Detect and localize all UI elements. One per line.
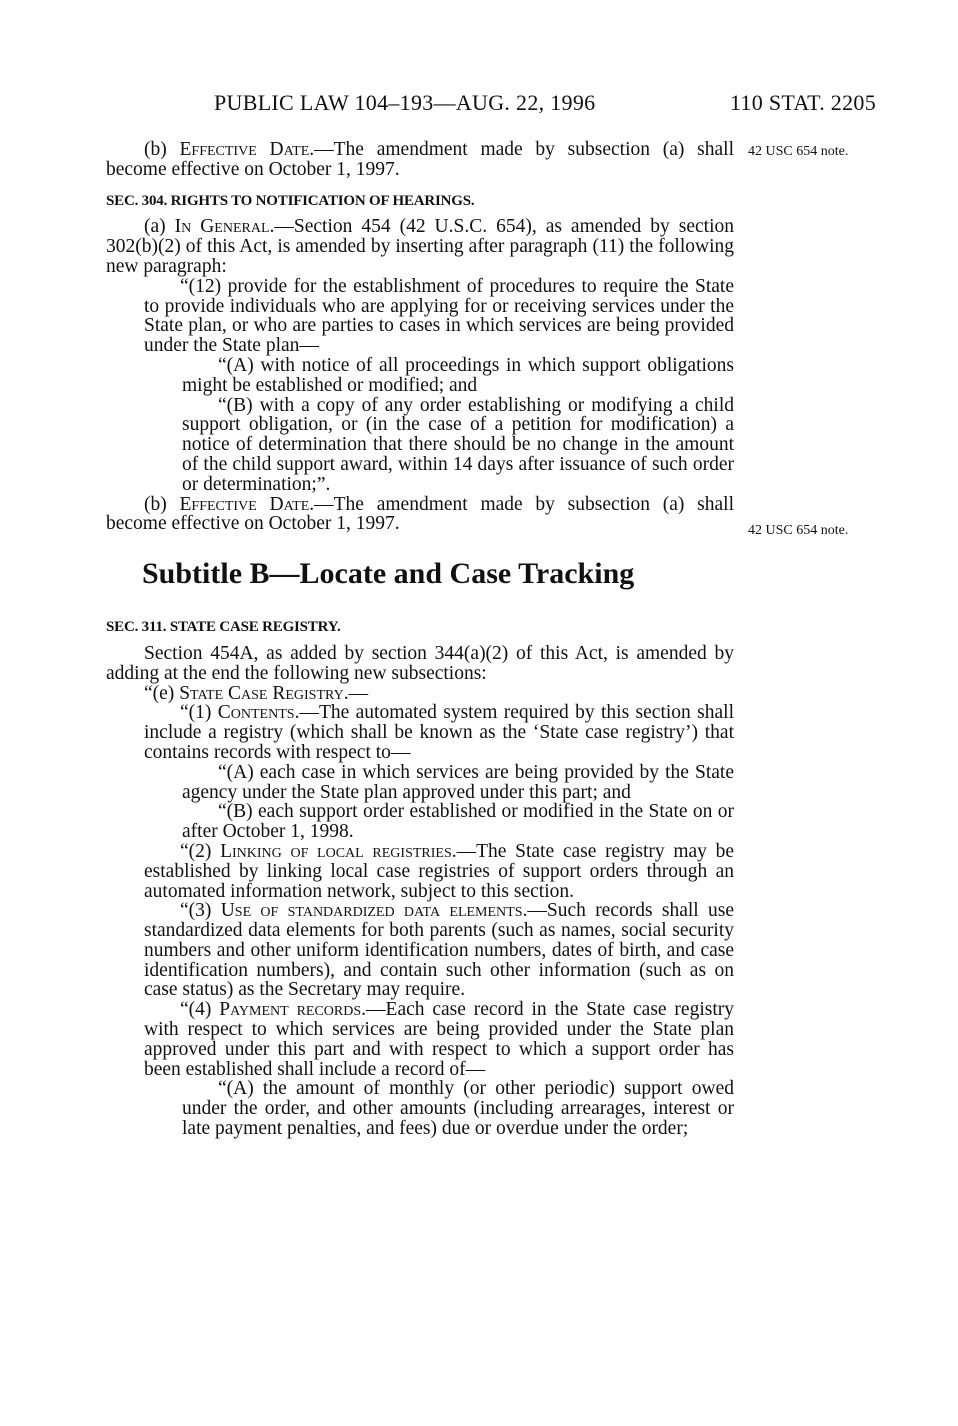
paragraph-2-linking: “(2) Linking of local registries.—The State case registry may be established by linking local case registries of support orders through an automated information network, subject to this section. [144,840,734,902]
margin-note-usc-1: 42 USC 654 note. [748,144,849,159]
subparagraph-12-A: “(A) with notice of all proceedings in which support obligations might be established or modified; and [182,354,734,396]
section-311-intro: Section 454A, as added by section 344(a)(2) of this Act, is amended by adding at the end the following new subsections: [106,642,734,684]
header-title: PUBLIC LAW 104–193—AUG. 22, 1996 [214,90,596,115]
section-304-a-paragraph: (a) In General.—Section 454 (42 U.S.C. 654), as amended by section 302(b)(2) of this Act, is amended by inserting after paragraph (11) the following new paragraph: [106,216,734,277]
section-311-heading: SEC. 311. STATE CASE REGISTRY. [106,619,341,636]
section-304-heading: SEC. 304. RIGHTS TO NOTIFICATION OF HEARINGS. [106,192,475,209]
header-stat-page: 110 STAT. 2205 [729,90,876,115]
margin-note-usc-2: 42 USC 654 note. [748,523,849,538]
subtitle-heading: Subtitle B—Locate and Case Tracking [142,557,635,591]
subparagraph-4-A: “(A) the amount of monthly (or other periodic) support owed under the order, and other amounts (including arrearages, interest or late payment penalties, and fees) due or overdue under the order; [182,1078,734,1140]
effective-date-paragraph-1: (b) Effective Date.—The amendment made by subsection (a) shall become effective on October 1, 1997. [106,139,734,180]
subparagraph-1-B: “(B) each support order established or modified in the State on or after October 1, 1998. [182,801,734,843]
paragraph-1-contents: “(1) Contents.—The automated system required by this section shall include a registry (which shall be known as the ‘State case registry’) that contains records with respect to— [144,702,734,763]
subparagraph-12-B: “(B) with a copy of any order establishing or modifying a child support obligation, or (in the case of a petition for modification) a notice of determination that there should be no change in the amount of the child support award, within 14 days after issuance of such order or determination;”. [182,394,734,495]
paragraph-3-standardized-data: “(3) Use of standardized data elements.—Such records shall use standardized data elements for both parents (such as names, social security numbers and other uniform identification numbers, dates of birth, and case identification numbers), and contain such other information (such as on case status) as the Secretary may require. [144,900,734,1001]
paragraph-12: “(12) provide for the establishment of procedures to require the State to provide individuals who are applying for or receiving services under the State plan, or who are parties to cases in which services are being provided under the State plan— [144,275,734,357]
subparagraph-1-A: “(A) each case in which services are being provided by the State agency under the State plan approved under this part; and [182,761,734,803]
subsection-e-heading: “(e) State Case Registry.— [144,682,369,704]
paragraph-4-payment-records: “(4) Payment records.—Each case record in the State case registry with respect to which services are being provided under the State plan approved under this part and with respect to which a support order has been established shall include a record of— [144,999,734,1080]
document-body [106,140,734,1139]
effective-date-paragraph-2: (b) Effective Date.—The amendment made by subsection (a) shall become effective on October 1, 1997. [106,493,734,535]
